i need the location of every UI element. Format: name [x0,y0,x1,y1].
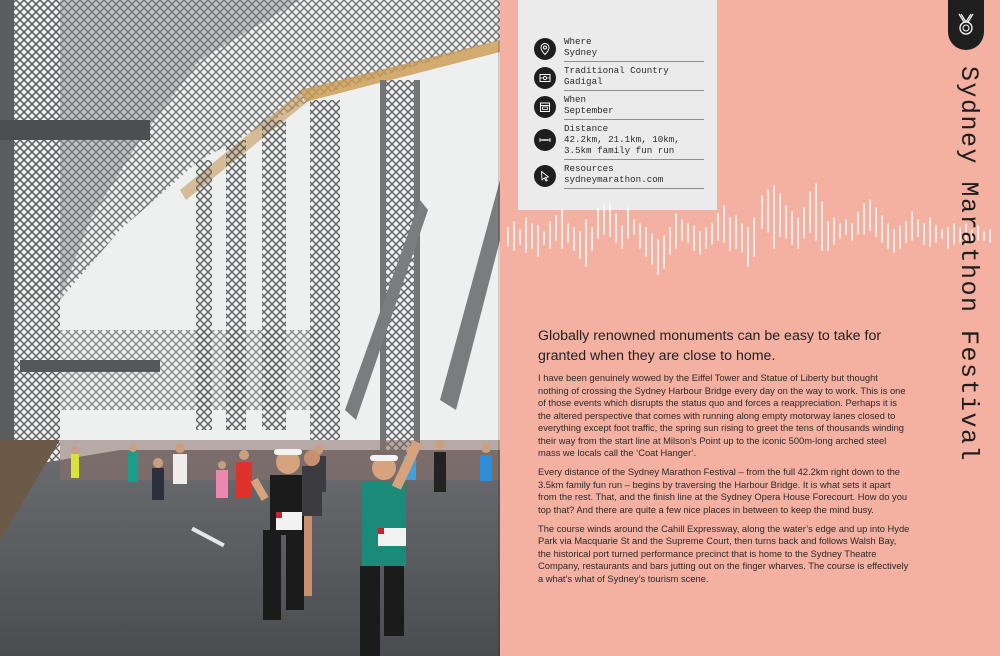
article-paragraph: The course winds around the Cahill Expressway, along the water’s edge and up into Hyde Park via Macquarie St and the Supreme Court, then turns back and follows Walsh Bay, the historical port turned performance precinct that is home to the Sydney Theatre Company, restaurants and bars jutting out on the finger wharves. The course is effectively a what’s what of Sydney’s tourism scene. [538,523,910,584]
article-page [500,0,1000,656]
info-value: 42.2km, 21.1km, 10km, [564,134,680,145]
event-title [950,66,984,506]
info-value: Gadigal [564,76,603,87]
country-flag-icon [534,67,556,89]
info-value: Sydney [564,47,598,58]
location-pin-icon [534,38,556,60]
resource-link[interactable]: sydneymarathon.com [564,174,664,185]
waveform-graphic [500,178,1000,298]
article-body [538,372,910,592]
distance-ruler-icon [534,129,556,151]
medal-icon [956,12,976,38]
info-value: September [564,105,614,116]
info-label: Resources [564,163,614,174]
article-paragraph: Every distance of the Sydney Marathon Festival – from the full 42.2km right down to the 3.5km family fun run – begins by traversing the Harbour Bridge. It is what sets it apart from the rest. That, and the finish line at the Sydney Opera House Forecourt. How do you top that? And there are quite a few nice places in between to keep the mind busy. [538,467,908,515]
info-value-line2: 3.5km family fun run [564,145,675,156]
chapter-tab [948,0,984,50]
info-label: Distance [564,123,609,134]
info-label: Where [564,36,592,47]
event-title-text: Sydney Marathon Festival [954,66,983,463]
info-label: Traditional Country [564,65,669,76]
article-intro: Globally renowned monuments can be easy to take for granted when they are close to home. [538,328,882,364]
calendar-icon [534,96,556,118]
article-paragraph: I have been genuinely wowed by the Eiffel Tower and Statue of Liberty but thought nothing of crossing the Sydney Harbour Bridge every day on the way to work. This is one of those events which disrupts the status quo and forces a reappreciation. Perhaps it is the altered perspective that comes with running along empty motorway lanes closed to everything except foot traffic, the spring sun rising to greet the tens of thousands winding their way from the start line at Milson’s Point up to the iconic 500m-long arched steel mass we locals call the ‘Coat Hanger’. [538,373,906,458]
info-label: When [564,94,587,105]
